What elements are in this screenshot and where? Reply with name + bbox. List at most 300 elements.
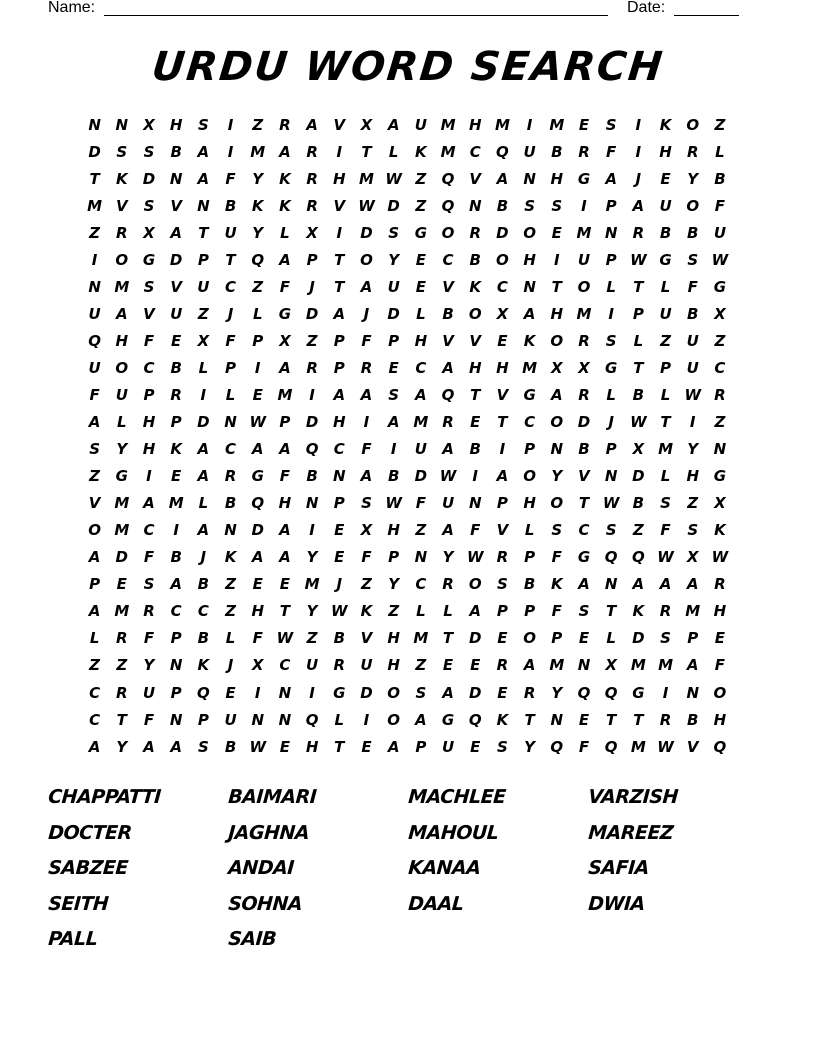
grid-letter[interactable]: Q — [88, 331, 101, 350]
grid-letter[interactable]: O — [577, 277, 591, 296]
grid-letter[interactable]: E — [279, 737, 291, 756]
grid-letter[interactable]: X — [143, 223, 155, 242]
grid-letter[interactable]: B — [170, 358, 182, 377]
grid-letter[interactable]: A — [115, 304, 128, 323]
grid-letter[interactable]: B — [197, 629, 210, 648]
grid-letter[interactable]: Y — [252, 223, 264, 242]
grid-letter[interactable]: O — [686, 196, 700, 215]
grid-letter[interactable]: R — [306, 169, 318, 188]
grid-letter[interactable]: B — [442, 304, 454, 323]
grid-letter[interactable]: P — [496, 494, 508, 513]
grid-letter[interactable]: P — [333, 494, 345, 513]
grid-letter[interactable]: S — [143, 142, 155, 161]
grid-letter[interactable]: J — [200, 548, 207, 567]
grid-letter[interactable]: S — [361, 494, 372, 513]
grid-letter[interactable]: E — [225, 683, 236, 702]
grid-letter[interactable]: L — [225, 385, 236, 404]
grid-letter[interactable]: B — [387, 467, 400, 486]
grid-letter[interactable]: F — [143, 629, 155, 648]
grid-letter[interactable]: P — [660, 358, 672, 377]
grid-letter[interactable]: D — [305, 304, 319, 323]
grid-letter[interactable]: N — [278, 683, 292, 702]
grid-letter[interactable]: N — [577, 656, 591, 675]
grid-letter[interactable]: F — [143, 710, 155, 729]
grid-letter[interactable]: O — [387, 710, 401, 729]
grid-letter[interactable]: B — [578, 440, 590, 459]
grid-letter[interactable]: P — [197, 710, 209, 729]
grid-letter[interactable]: L — [225, 629, 236, 648]
grid-letter[interactable]: A — [659, 575, 672, 594]
grid-letter[interactable]: N — [604, 223, 618, 242]
grid-letter[interactable]: A — [360, 385, 373, 404]
grid-letter[interactable]: A — [279, 142, 291, 161]
grid-letter[interactable]: T — [633, 710, 644, 729]
grid-letter[interactable]: P — [415, 737, 427, 756]
grid-letter[interactable]: U — [659, 196, 672, 215]
grid-letter[interactable]: Y — [306, 548, 318, 567]
grid-letter[interactable]: P — [170, 629, 182, 648]
grid-letter[interactable]: U — [142, 683, 156, 702]
grid-letter[interactable]: I — [200, 385, 207, 404]
grid-letter[interactable]: W — [385, 494, 402, 513]
grid-letter[interactable]: R — [496, 656, 509, 675]
grid-letter[interactable]: B — [523, 575, 536, 594]
grid-letter[interactable]: B — [469, 250, 481, 269]
grid-letter[interactable]: I — [254, 683, 261, 702]
grid-letter[interactable]: G — [251, 467, 264, 486]
grid-letter[interactable]: N — [713, 440, 727, 459]
grid-letter[interactable]: W — [249, 413, 266, 432]
grid-letter[interactable]: K — [415, 142, 427, 161]
grid-letter[interactable]: H — [468, 115, 482, 134]
grid-letter[interactable]: L — [416, 304, 426, 323]
grid-letter[interactable]: F — [279, 277, 291, 296]
grid-letter[interactable]: L — [198, 494, 209, 513]
grid-letter[interactable]: P — [524, 440, 536, 459]
grid-letter[interactable]: A — [279, 521, 291, 540]
grid-letter[interactable]: E — [470, 413, 481, 432]
grid-letter[interactable]: Y — [388, 575, 400, 594]
grid-letter[interactable]: R — [578, 385, 590, 404]
grid-letter[interactable]: A — [197, 440, 210, 459]
grid-letter[interactable]: A — [578, 575, 590, 594]
grid-letter[interactable]: P — [306, 250, 318, 269]
grid-letter[interactable]: T — [606, 710, 617, 729]
grid-letter[interactable]: X — [578, 358, 590, 377]
grid-letter[interactable]: E — [578, 629, 590, 648]
grid-letter[interactable]: U — [224, 710, 237, 729]
grid-letter[interactable]: V — [442, 331, 454, 350]
grid-letter[interactable]: S — [143, 196, 155, 215]
grid-letter[interactable]: I — [91, 250, 98, 269]
grid-letter[interactable]: Z — [714, 331, 726, 350]
grid-letter[interactable]: Q — [631, 548, 645, 567]
grid-letter[interactable]: H — [659, 142, 672, 161]
grid-letter[interactable]: P — [197, 250, 209, 269]
grid-letter[interactable]: N — [88, 115, 101, 134]
grid-letter[interactable]: U — [197, 277, 210, 296]
grid-letter[interactable]: V — [578, 467, 590, 486]
grid-letter[interactable]: N — [468, 196, 482, 215]
grid-letter[interactable]: P — [605, 196, 617, 215]
grid-letter[interactable]: N — [550, 440, 564, 459]
grid-letter[interactable]: S — [497, 575, 508, 594]
grid-letter[interactable]: L — [633, 331, 644, 350]
grid-letter[interactable]: X — [279, 331, 291, 350]
grid-letter[interactable]: N — [550, 710, 564, 729]
grid-letter[interactable]: B — [170, 548, 182, 567]
grid-letter[interactable]: W — [602, 494, 620, 513]
grid-letter[interactable]: M — [168, 494, 184, 513]
grid-letter[interactable]: O — [115, 358, 129, 377]
grid-letter[interactable]: Q — [468, 710, 482, 729]
grid-letter[interactable]: A — [632, 575, 645, 594]
grid-letter[interactable]: N — [169, 169, 183, 188]
grid-letter[interactable]: A — [88, 548, 101, 567]
grid-letter[interactable]: Q — [713, 737, 727, 756]
grid-letter[interactable]: H — [713, 710, 727, 729]
grid-letter[interactable]: T — [361, 142, 372, 161]
grid-letter[interactable]: U — [88, 358, 101, 377]
date-blank-line[interactable] — [674, 15, 739, 16]
grid-letter[interactable]: D — [360, 223, 373, 242]
grid-letter[interactable]: R — [116, 629, 128, 648]
grid-letter[interactable]: R — [306, 358, 318, 377]
grid-letter[interactable]: Q — [441, 385, 455, 404]
grid-letter[interactable]: T — [334, 737, 345, 756]
grid-letter[interactable]: S — [660, 494, 671, 513]
grid-letter[interactable]: A — [88, 413, 101, 432]
grid-letter[interactable]: Q — [604, 683, 618, 702]
grid-letter[interactable]: H — [169, 115, 183, 134]
grid-letter[interactable]: F — [687, 277, 698, 296]
grid-letter[interactable]: V — [686, 737, 699, 756]
grid-letter[interactable]: A — [360, 467, 373, 486]
grid-letter[interactable]: Z — [306, 331, 318, 350]
grid-letter[interactable]: C — [415, 358, 427, 377]
grid-letter[interactable]: G — [632, 683, 645, 702]
grid-letter[interactable]: A — [251, 440, 264, 459]
grid-letter[interactable]: L — [660, 385, 671, 404]
grid-letter[interactable]: P — [524, 602, 536, 621]
grid-letter[interactable]: A — [279, 358, 291, 377]
grid-letter[interactable]: G — [659, 250, 672, 269]
grid-letter[interactable]: N — [414, 548, 428, 567]
grid-letter[interactable]: G — [605, 358, 618, 377]
grid-letter[interactable]: G — [523, 385, 536, 404]
grid-letter[interactable]: G — [115, 467, 128, 486]
grid-letter[interactable]: K — [550, 575, 563, 594]
name-blank-line[interactable] — [104, 15, 608, 16]
grid-letter[interactable]: N — [251, 710, 264, 729]
grid-letter[interactable]: T — [334, 250, 345, 269]
grid-letter[interactable]: K — [170, 440, 182, 459]
grid-letter[interactable]: E — [116, 575, 127, 594]
grid-letter[interactable]: U — [441, 494, 455, 513]
grid-letter[interactable]: F — [415, 494, 426, 513]
grid-letter[interactable]: W — [276, 629, 294, 648]
grid-letter[interactable]: V — [170, 196, 182, 215]
grid-letter[interactable]: B — [224, 196, 237, 215]
grid-letter[interactable]: E — [388, 358, 399, 377]
grid-letter[interactable]: J — [608, 413, 614, 432]
grid-letter[interactable]: E — [171, 331, 182, 350]
grid-letter[interactable]: D — [632, 467, 645, 486]
grid-letter[interactable]: S — [660, 629, 671, 648]
grid-letter[interactable]: D — [468, 683, 482, 702]
grid-letter[interactable]: M — [87, 196, 103, 215]
grid-letter[interactable]: T — [198, 223, 209, 242]
grid-letter[interactable]: N — [604, 575, 618, 594]
grid-letter[interactable]: S — [551, 521, 563, 540]
grid-letter[interactable]: C — [89, 683, 101, 702]
grid-letter[interactable]: O — [713, 683, 727, 702]
grid-letter[interactable]: P — [605, 440, 617, 459]
grid-letter[interactable]: A — [442, 358, 454, 377]
grid-letter[interactable]: Z — [415, 196, 427, 215]
grid-letter[interactable]: Q — [196, 683, 210, 702]
grid-letter[interactable]: N — [224, 521, 237, 540]
grid-letter[interactable]: M — [277, 385, 293, 404]
grid-letter[interactable]: H — [142, 413, 156, 432]
grid-letter[interactable]: Z — [225, 602, 236, 621]
grid-letter[interactable]: Y — [116, 440, 128, 459]
grid-letter[interactable]: M — [250, 142, 266, 161]
grid-letter[interactable]: A — [360, 277, 373, 296]
grid-letter[interactable]: K — [523, 331, 536, 350]
grid-letter[interactable]: O — [523, 223, 536, 242]
grid-letter[interactable]: R — [714, 575, 726, 594]
grid-letter[interactable]: K — [496, 710, 509, 729]
grid-letter[interactable]: Z — [632, 521, 644, 540]
grid-letter[interactable]: R — [116, 223, 128, 242]
grid-letter[interactable]: R — [632, 223, 645, 242]
grid-letter[interactable]: G — [333, 683, 346, 702]
grid-letter[interactable]: F — [279, 467, 291, 486]
grid-letter[interactable]: D — [169, 250, 183, 269]
grid-letter[interactable]: Y — [306, 602, 318, 621]
grid-letter[interactable]: N — [686, 683, 699, 702]
grid-letter[interactable]: Y — [116, 737, 128, 756]
grid-letter[interactable]: T — [551, 277, 562, 296]
grid-letter[interactable]: B — [659, 223, 672, 242]
grid-letter[interactable]: R — [714, 385, 726, 404]
grid-letter[interactable]: X — [550, 358, 563, 377]
grid-letter[interactable]: A — [197, 521, 210, 540]
grid-letter[interactable]: J — [336, 575, 343, 594]
grid-letter[interactable]: M — [658, 440, 673, 459]
grid-letter[interactable]: Q — [550, 737, 564, 756]
grid-letter[interactable]: S — [143, 277, 155, 296]
grid-letter[interactable]: S — [197, 115, 209, 134]
grid-letter[interactable]: N — [333, 467, 346, 486]
grid-letter[interactable]: B — [496, 196, 509, 215]
grid-letter[interactable]: I — [309, 521, 315, 540]
grid-letter[interactable]: L — [715, 142, 725, 161]
grid-letter[interactable]: S — [605, 115, 617, 134]
grid-letter[interactable]: T — [578, 494, 590, 513]
grid-letter[interactable]: K — [632, 602, 645, 621]
grid-letter[interactable]: Q — [496, 142, 509, 161]
grid-letter[interactable]: N — [88, 277, 101, 296]
grid-letter[interactable]: E — [415, 277, 426, 296]
grid-letter[interactable]: P — [279, 413, 291, 432]
grid-letter[interactable]: H — [387, 656, 400, 675]
grid-letter[interactable]: V — [88, 494, 101, 513]
grid-letter[interactable]: A — [387, 737, 400, 756]
grid-letter[interactable]: B — [170, 142, 182, 161]
grid-letter[interactable]: S — [551, 196, 563, 215]
grid-letter[interactable]: E — [415, 250, 426, 269]
grid-letter[interactable]: E — [171, 467, 182, 486]
grid-letter[interactable]: T — [442, 629, 454, 648]
grid-letter[interactable]: P — [632, 304, 644, 323]
grid-letter[interactable]: P — [388, 548, 400, 567]
grid-letter[interactable]: O — [496, 250, 509, 269]
grid-letter[interactable]: F — [89, 385, 100, 404]
grid-letter[interactable]: N — [468, 494, 482, 513]
grid-letter[interactable]: P — [551, 629, 563, 648]
grid-letter[interactable]: R — [143, 602, 155, 621]
grid-letter[interactable]: I — [662, 683, 669, 702]
grid-letter[interactable]: L — [660, 277, 671, 296]
grid-letter[interactable]: S — [116, 142, 128, 161]
grid-letter[interactable]: Y — [252, 169, 264, 188]
grid-letter[interactable]: D — [251, 521, 264, 540]
grid-letter[interactable]: Q — [251, 250, 265, 269]
grid-letter[interactable]: L — [117, 413, 127, 432]
grid-letter[interactable]: X — [197, 331, 210, 350]
grid-letter[interactable]: U — [414, 440, 427, 459]
grid-letter[interactable]: A — [442, 521, 454, 540]
grid-letter[interactable]: L — [606, 385, 616, 404]
grid-letter[interactable]: L — [89, 629, 100, 648]
grid-letter[interactable]: H — [387, 521, 400, 540]
grid-letter[interactable]: A — [170, 223, 182, 242]
grid-letter[interactable]: F — [551, 602, 562, 621]
grid-letter[interactable]: N — [169, 710, 183, 729]
grid-letter[interactable]: K — [714, 521, 726, 540]
grid-letter[interactable]: A — [197, 142, 210, 161]
grid-letter[interactable]: D — [632, 629, 645, 648]
grid-letter[interactable]: T — [225, 250, 236, 269]
grid-letter[interactable]: M — [549, 115, 565, 134]
grid-letter[interactable]: K — [279, 169, 291, 188]
grid-letter[interactable]: S — [415, 683, 427, 702]
grid-letter[interactable]: U — [441, 737, 455, 756]
grid-letter[interactable]: L — [416, 602, 426, 621]
grid-letter[interactable]: Z — [714, 413, 726, 432]
grid-letter[interactable]: A — [686, 656, 699, 675]
grid-letter[interactable]: M — [630, 656, 646, 675]
grid-letter[interactable]: H — [333, 169, 346, 188]
grid-letter[interactable]: B — [224, 494, 237, 513]
grid-letter[interactable]: W — [439, 467, 457, 486]
grid-letter[interactable]: K — [469, 277, 482, 296]
grid-letter[interactable]: Z — [89, 467, 101, 486]
grid-letter[interactable]: V — [442, 277, 454, 296]
grid-letter[interactable]: R — [659, 602, 672, 621]
grid-letter[interactable]: S — [605, 331, 617, 350]
grid-letter[interactable]: I — [526, 115, 533, 134]
grid-letter[interactable]: S — [497, 737, 508, 756]
grid-letter[interactable]: S — [687, 521, 699, 540]
grid-letter[interactable]: J — [363, 304, 370, 323]
grid-letter[interactable]: K — [224, 548, 237, 567]
grid-letter[interactable]: T — [279, 602, 291, 621]
grid-letter[interactable]: Z — [361, 575, 372, 594]
grid-letter[interactable]: I — [553, 250, 560, 269]
grid-letter[interactable]: K — [279, 196, 291, 215]
grid-letter[interactable]: A — [333, 304, 346, 323]
grid-letter[interactable]: A — [387, 413, 400, 432]
grid-letter[interactable]: D — [577, 413, 591, 432]
grid-letter[interactable]: Z — [415, 521, 427, 540]
grid-letter[interactable]: A — [496, 169, 509, 188]
grid-letter[interactable]: P — [333, 358, 345, 377]
grid-letter[interactable]: H — [496, 358, 509, 377]
grid-letter[interactable]: A — [523, 656, 536, 675]
grid-letter[interactable]: W — [331, 602, 348, 621]
grid-letter[interactable]: I — [336, 223, 343, 242]
grid-letter[interactable]: F — [361, 440, 372, 459]
grid-letter[interactable]: M — [114, 277, 130, 296]
grid-letter[interactable]: E — [497, 683, 508, 702]
grid-letter[interactable]: A — [143, 494, 155, 513]
grid-letter[interactable]: U — [170, 304, 183, 323]
grid-letter[interactable]: I — [146, 467, 152, 486]
grid-letter[interactable]: V — [469, 331, 482, 350]
grid-letter[interactable]: C — [578, 521, 590, 540]
grid-letter[interactable]: U — [414, 115, 427, 134]
grid-letter[interactable]: S — [143, 575, 155, 594]
grid-letter[interactable]: W — [249, 737, 266, 756]
grid-letter[interactable]: C — [225, 277, 237, 296]
grid-letter[interactable]: Z — [388, 602, 400, 621]
grid-letter[interactable]: W — [630, 413, 647, 432]
grid-letter[interactable]: T — [497, 413, 508, 432]
grid-letter[interactable]: T — [633, 358, 644, 377]
grid-letter[interactable]: C — [170, 602, 182, 621]
grid-letter[interactable]: N — [523, 169, 536, 188]
grid-letter[interactable]: R — [686, 142, 699, 161]
grid-letter[interactable]: V — [170, 277, 182, 296]
grid-letter[interactable]: I — [689, 413, 696, 432]
grid-letter[interactable]: M — [658, 656, 673, 675]
grid-letter[interactable]: A — [496, 467, 509, 486]
grid-letter[interactable]: Z — [197, 304, 209, 323]
grid-letter[interactable]: V — [143, 304, 155, 323]
grid-letter[interactable]: K — [659, 115, 672, 134]
grid-letter[interactable]: D — [197, 413, 210, 432]
grid-letter[interactable]: R — [578, 331, 590, 350]
grid-letter[interactable]: T — [334, 277, 345, 296]
grid-letter[interactable]: I — [227, 142, 234, 161]
grid-letter[interactable]: F — [252, 629, 263, 648]
grid-letter[interactable]: E — [551, 223, 562, 242]
grid-letter[interactable]: R — [523, 683, 536, 702]
grid-letter[interactable]: W — [466, 548, 484, 567]
grid-letter[interactable]: B — [306, 467, 318, 486]
grid-letter[interactable]: H — [713, 602, 727, 621]
grid-letter[interactable]: F — [361, 331, 372, 350]
grid-letter[interactable]: M — [522, 358, 538, 377]
grid-letter[interactable]: S — [524, 196, 535, 215]
grid-letter[interactable]: W — [684, 385, 701, 404]
grid-letter[interactable]: W — [657, 548, 674, 567]
grid-letter[interactable]: Z — [660, 331, 671, 350]
grid-letter[interactable]: O — [115, 250, 129, 269]
